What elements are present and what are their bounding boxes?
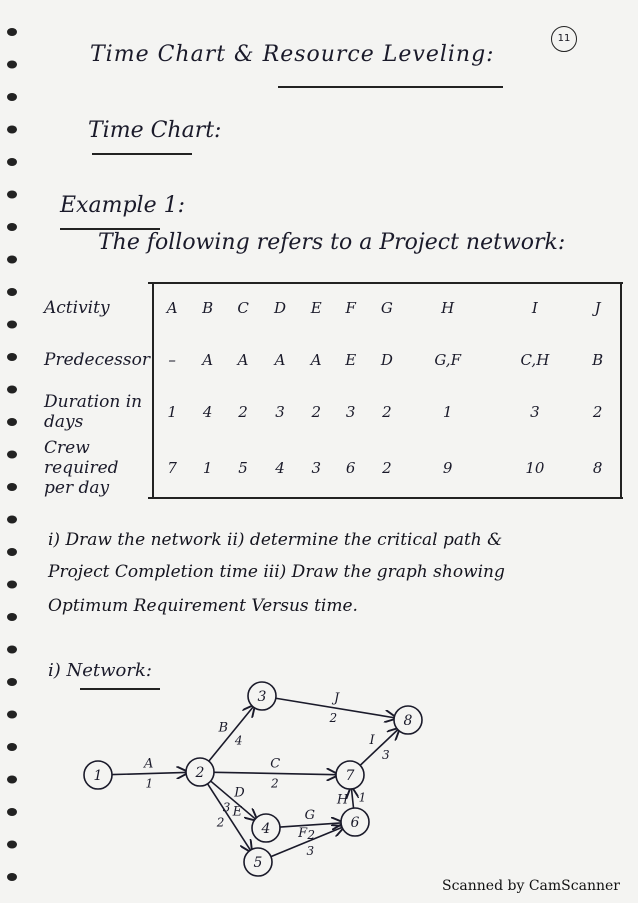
project-table: [40, 282, 615, 498]
question-line-3: Optimum Requirement Versus time.: [48, 596, 358, 616]
table-row: [40, 334, 615, 386]
scanner-watermark: Scanned by CamScanner: [442, 878, 620, 894]
table-cell: G,F: [434, 351, 461, 369]
spiral-ring: [7, 288, 17, 296]
network-heading: i) Network:: [48, 660, 152, 681]
table-cell: 3: [530, 403, 540, 421]
table-cell: 6: [345, 459, 356, 477]
table-cell: A: [202, 351, 214, 369]
spiral-ring: [7, 126, 17, 134]
edge-duration-label: 3: [306, 844, 315, 859]
node-label: 1: [93, 768, 103, 784]
table-cell: 2: [592, 403, 603, 421]
table-cell: 7: [167, 459, 177, 477]
spiral-ring: [7, 646, 17, 654]
spiral-ring: [7, 61, 17, 69]
spiral-ring: [7, 516, 17, 524]
spiral-ring: [7, 353, 17, 361]
page-title: Time Chart & Resource Leveling:: [90, 42, 495, 67]
row-label: Predecessor: [40, 334, 153, 386]
edge-activity-label: H: [336, 792, 349, 808]
edge-I: [360, 730, 398, 766]
row-label: Activity: [40, 282, 153, 334]
edge-activity-label: J: [334, 691, 340, 707]
edge-activity-label: F: [298, 825, 308, 841]
table-cell: 8: [592, 459, 603, 477]
table-cell: 2: [382, 403, 392, 421]
spiral-ring: [7, 873, 17, 881]
table-cell: 9: [442, 459, 453, 477]
edge-activity-label: A: [144, 756, 154, 772]
node-label: 2: [195, 765, 205, 781]
spiral-ring: [7, 28, 17, 36]
edge-A: [112, 772, 186, 774]
table-cell: E: [345, 351, 357, 369]
table-cell: I: [531, 299, 538, 317]
table-row: [40, 438, 615, 498]
table-cell: 2: [238, 403, 248, 421]
table-cell: 10: [525, 459, 545, 477]
table-cell: 4: [275, 459, 285, 477]
question-line-2: Project Completion time iii) Draw the graph showing: [48, 562, 505, 582]
section-underline: [92, 153, 192, 155]
question-line-1: i) Draw the network ii) determine the critical path &: [48, 530, 503, 550]
table-cell: F: [345, 299, 356, 317]
network-diagram: [70, 670, 430, 890]
edge-activity-label: D: [234, 785, 245, 801]
spiral-ring: [7, 93, 17, 101]
edge-G: [280, 823, 341, 827]
table-cell: B: [202, 299, 214, 317]
spiral-ring: [7, 613, 17, 621]
edge-activity-label: E: [232, 804, 243, 820]
table-cell: 1: [202, 459, 213, 477]
edge-activity-label: G: [304, 808, 316, 824]
spiral-ring: [7, 451, 17, 459]
table-cell: –: [168, 351, 176, 369]
edge-duration-label: 2: [307, 827, 315, 842]
spiral-ring: [7, 743, 17, 751]
spiral-ring: [7, 776, 17, 784]
table-cell: 4: [202, 403, 213, 421]
edge-duration-label: 3: [382, 747, 390, 762]
spiral-ring: [7, 418, 17, 426]
edge-H: [351, 789, 353, 808]
table-row: [40, 282, 615, 334]
table-cell: 3: [275, 403, 285, 421]
spiral-ring: [7, 223, 17, 231]
intro-text: The following refers to a Project network:: [98, 230, 566, 255]
edge-duration-label: 2: [329, 710, 338, 725]
table-cell: 2: [382, 459, 392, 477]
table-cell: 3: [311, 459, 321, 477]
title-underline: [278, 86, 503, 88]
table-cell: A: [237, 351, 249, 369]
table-cell: 3: [345, 403, 356, 421]
spiral-ring: [7, 711, 17, 719]
table-cell: 2: [311, 403, 321, 421]
table-cell: A: [310, 351, 322, 369]
page-number: 11: [551, 26, 577, 52]
edge-duration-label: 4: [234, 733, 243, 748]
edge-activity-label: C: [270, 756, 281, 772]
spiral-ring: [7, 841, 17, 849]
spiral-ring: [7, 808, 17, 816]
table-cell: A: [274, 351, 286, 369]
node-label: 8: [403, 713, 413, 729]
spiral-ring: [7, 158, 17, 166]
edge-duration-label: 3: [222, 800, 231, 815]
spiral-ring: [7, 191, 17, 199]
table-cell: B: [592, 351, 604, 369]
section-heading: Time Chart:: [88, 118, 222, 143]
table-row: [40, 386, 615, 438]
table-cell: 1: [442, 403, 453, 421]
edge-duration-label: 2: [270, 776, 279, 791]
spiral-ring: [7, 321, 17, 329]
table-cell: D: [380, 351, 393, 369]
spiral-ring: [7, 581, 17, 589]
edge-activity-label: B: [218, 720, 229, 736]
edge-duration-label: 1: [145, 776, 154, 791]
spiral-ring: [7, 386, 17, 394]
node-label: 4: [261, 821, 271, 837]
edge-activity-label: I: [369, 733, 375, 749]
table-cell: G: [380, 299, 393, 317]
node-label: 6: [350, 815, 360, 831]
table-cell: C: [237, 299, 249, 317]
table-cell: H: [441, 299, 455, 317]
row-label: Duration in days: [40, 386, 153, 438]
spiral-ring: [7, 483, 17, 491]
node-label: 3: [257, 689, 267, 705]
node-label: 7: [345, 768, 355, 784]
table-right-rule: [620, 282, 622, 497]
table-cell: A: [166, 299, 178, 317]
table-cell: 1: [167, 403, 177, 421]
table-cell: E: [310, 299, 322, 317]
table-cell: D: [274, 299, 287, 317]
table-cell: C,H: [520, 351, 550, 369]
spiral-ring: [7, 256, 17, 264]
table-cell: J: [594, 299, 601, 317]
edge-B: [209, 707, 253, 761]
spiral-binding: [0, 20, 40, 900]
spiral-ring: [7, 678, 17, 686]
edge-duration-label: 1: [358, 790, 367, 805]
node-label: 5: [253, 855, 263, 871]
example-heading: Example 1:: [60, 193, 185, 218]
spiral-ring: [7, 548, 17, 556]
table-cell: 5: [238, 459, 248, 477]
edge-C: [214, 772, 336, 774]
row-label: Crew required per day: [40, 438, 153, 498]
edge-duration-label: 2: [216, 815, 225, 830]
